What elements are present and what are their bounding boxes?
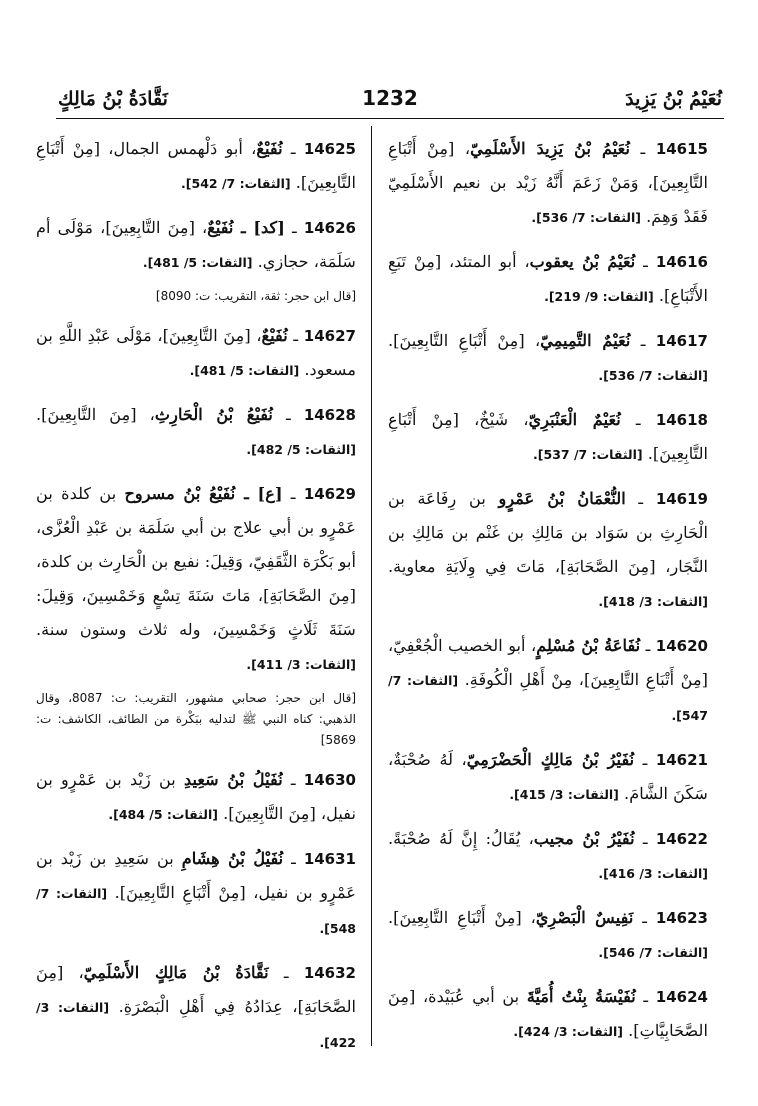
entry-text: بن سَعِيدِ بن زَيْد بن عَمْرٍو بن نفيل، [مِنْ أَتْبَاعِ التَّابِعِينَ].	[36, 849, 356, 902]
entry: 14622 ـ نُفَيْرُ بْنُ مجيب، يُقَالُ: إِنَّ لَهُ صُحْبَةً. [الثقات: 3/ 416].	[388, 829, 708, 881]
entry-name: نُفَيْعٌ	[256, 139, 283, 158]
entry-text: ، [مِنْ أَتْبَاعِ التَّابِعِينَ].	[388, 908, 536, 927]
entry-text: ، أبو دَلْهمس الجمال، [مِنْ أَتْبَاعِ التَّابِعِينَ].	[36, 139, 356, 192]
entry-number: 14627	[303, 327, 356, 345]
entry-number: 14625	[303, 140, 356, 158]
entry-name: نُعَيْمُ بْنُ يَزِيدَ الأَسْلَمِيّ	[470, 139, 630, 158]
entry-name: نَقَّادَةُ بْنُ مَالِكٍ الأَسْلَمِيّ	[83, 963, 269, 982]
entry-source: [الثقات: 3/ 422].	[36, 1000, 356, 1050]
entry-note: [قال ابن حجر: صحابي مشهور، التقريب: ت: 8087، وقال الذهبي: كناه النبي ﷺ لتدليه ببَكْرة من الطائف، الكاشف: ت: 5869]	[36, 691, 357, 747]
entry-source: [الثقات: 5/ 482].	[246, 442, 356, 457]
entry-source: [الثقات: 5/ 481].	[142, 255, 253, 270]
entry: 14623 ـ نَفِيسٌ الْبَصْرِيّ، [مِنْ أَتْبَاعِ التَّابِعِينَ]. [الثقات: 7/ 546].	[388, 908, 708, 960]
entry: 14619 ـ النُّعْمَانُ بْنُ عَمْرٍو بن رِفَاعَة بن الْحَارِثِ بن سَوَاد بن مَالِكِ بن غَنْم بن مَالِكِ بن النَّجَار، [مِنَ الصَّحَابَةِ]، مَاتَ فِي وِلَايَةِ معاوية. [الثقات: 3/ 418].	[388, 489, 708, 609]
column-divider	[371, 126, 372, 1046]
entry-source: [الثقات: 3/ 415].	[509, 787, 619, 802]
entry-name: نُفَيْعٌ	[261, 326, 288, 345]
entry: 14631 ـ نُفَيْلُ بْنُ هِشَامِ بن سَعِيدِ بن زَيْد بن عَمْرٍو بن نفيل، [مِنْ أَتْبَاعِ التَّابِعِينَ]. [الثقات: 7/ 548].	[36, 849, 356, 936]
entry-text: ، [مِنَ الصَّحَابَةِ]، عِدَادُهُ فِي أَهْلِ الْبَصْرَةِ.	[36, 963, 357, 1016]
entry-number: 14629	[303, 485, 356, 503]
entry-source: [الثقات: 7/ 536].	[598, 368, 708, 383]
entry-name: نُفَيْسَةُ بِنْتُ أُمَيَّةَ	[526, 987, 636, 1006]
entry-text: ، [مِنَ التَّابِعِينَ]، مَوْلَى عَبْدِ اللَّهِ بن مسعود.	[36, 326, 356, 379]
entry-source: [الثقات: 5/ 484].	[108, 807, 218, 822]
entry-text: ، أبو المتئد، [مِنْ تَبَعِ الأَتْبَاعِ].	[388, 252, 708, 305]
running-title-left: نَقَّادَةُ بْنُ مَالِكٍ	[58, 88, 168, 110]
entry: 14617 ـ نُعَيْمٌ التَّمِيمِيّ، [مِنْ أَتْبَاعِ التَّابِعِينَ]. [الثقات: 7/ 536].	[388, 331, 708, 383]
page-header	[56, 86, 724, 118]
entry-text: ، [مِنْ أَتْبَاعِ التَّابِعِينَ]، وَمَنْ زَعَمَ أَنَّهُ زَيْد بن نعيم الأَسْلَمِيّ فَقَدْ وَهِمَ.	[388, 139, 708, 226]
entry-number: 14617	[655, 332, 708, 350]
entry-name: [كد] ـ نُفَيْعٌ	[207, 218, 285, 237]
entry: 14629 ـ [ع] ـ نُفَيْعُ بْنُ مسروح بن كلدة بن عَمْرٍو بن أبي علاج بن أبي سَلَمَة بن عَبْدِ الْعُزَّى، أبو بَكْرَة الثَّقَفِيّ، وَقِيلَ: نفيع بن الْحَارِث بن كلدة، [مِنَ الصَّحَابَةِ]، مَاتَ سَنَةَ تِسْعٍ وَخَمْسِينَ، وَقِيلَ: سَنَةَ ثَلَاثٍ وَخَمْسِينَ، وله ثلاث وستون سنة. [الثقات: 3/ 411].	[36, 484, 356, 672]
entry-name: نُفَيْرُ بْنُ مَالِكٍ الْحَضْرَمِيّ	[466, 750, 635, 769]
entry: 14621 ـ نُفَيْرُ بْنُ مَالِكٍ الْحَضْرَمِيّ، لَهُ صُحْبَةٌ، سَكَنَ الشَّامَ. [الثقات: 3/ 415].	[388, 750, 708, 803]
entry-text: بن رِفَاعَة بن الْحَارِثِ بن سَوَاد بن مَالِكِ بن غَنْم بن مَالِكِ بن النَّجَار، [مِنَ الصَّحَابَةِ]، مَاتَ فِي وِلَايَةِ معاوية.	[388, 489, 708, 576]
entry-number: 14624	[655, 988, 708, 1006]
header-rule	[56, 118, 724, 119]
entry: 14627 ـ نُفَيْعٌ، [مِنَ التَّابِعِينَ]، مَوْلَى عَبْدِ اللَّهِ بن مسعود. [الثقات: 5/ 481].	[36, 326, 356, 379]
entry-source: [الثقات: 7/ 547].	[388, 673, 708, 723]
entry-number: 14621	[655, 751, 708, 769]
entry: 14618 ـ نُعَيْمٌ الْعَنْبَرِيّ، شَيْخٌ، [مِنْ أَتْبَاعِ التَّابِعِينَ]. [الثقات: 7/ 537].	[388, 410, 708, 463]
entry: 14628 ـ نُفَيْعُ بْنُ الْحَارِثِ، [مِنَ التَّابِعِينَ]. [الثقات: 5/ 482].	[36, 405, 356, 457]
entry-text: ، لَهُ صُحْبَةٌ، سَكَنَ الشَّامَ.	[388, 750, 708, 803]
entry-number: 14616	[655, 253, 708, 271]
entry-number: 14628	[303, 406, 356, 424]
entry: 14624 ـ نُفَيْسَةُ بِنْتُ أُمَيَّةَ بن أبي عُبَيْدة، [مِنَ الصَّحَابِيَّاتِ]. [الثقات: 3/ 424].	[388, 987, 708, 1040]
entry-source: [الثقات: 3/ 418].	[598, 594, 708, 609]
entry-name: نُعَيْمُ بْنُ يعقوب	[529, 252, 636, 271]
entry-name: نُفَيْلُ بْنُ هِشَامِ	[181, 849, 284, 868]
entry-source: [الثقات: 3/ 424].	[513, 1024, 623, 1039]
entry-source: [الثقات: 7/ 537].	[533, 447, 643, 462]
entry-source: [الثقات: 7/ 548].	[36, 886, 356, 936]
entry-number: 14622	[655, 830, 708, 848]
running-title-right: نُعَيْمُ بْنُ يَزِيدَ	[625, 88, 722, 110]
entry-source: [الثقات: 7/ 542].	[181, 176, 291, 191]
entry: 14625 ـ نُفَيْعٌ، أبو دَلْهمس الجمال، [مِنْ أَتْبَاعِ التَّابِعِينَ]. [الثقات: 7/ 542].	[36, 139, 356, 192]
entry-name: نَفِيسٌ الْبَصْرِيّ	[535, 908, 634, 927]
entry-name: [ع] ـ نُفَيْعُ بْنُ مسروح	[124, 484, 283, 503]
entry-source: [الثقات: 3/ 416].	[598, 866, 708, 881]
entry: 14620 ـ نُفَاعَةُ بْنُ مُسْلِمٍ، أبو الخصيب الْجُعْفِيّ، [مِنْ أَتْبَاعِ التَّابِعِينَ]، مِنْ أَهْلِ الْكُوفَةِ. [الثقات: 7/ 547].	[388, 636, 708, 723]
entry-number: 14615	[655, 140, 708, 158]
entry-name: نُفَاعَةُ بْنُ مُسْلِمٍ	[536, 636, 641, 655]
entry-source: [الثقات: 9/ 219].	[544, 289, 654, 304]
entry-source: [الثقات: 7/ 536].	[531, 210, 641, 225]
entry-text: بن أبي عُبَيْدة، [مِنَ الصَّحَابِيَّاتِ].	[388, 987, 708, 1040]
entry-number: 14619	[655, 490, 708, 508]
entry-text: ، [مِنَ التَّابِعِينَ].	[36, 405, 155, 424]
entry-number: 14618	[655, 411, 708, 429]
entry-number: 14630	[303, 771, 356, 789]
entry-text: ، شَيْخٌ، [مِنْ أَتْبَاعِ التَّابِعِينَ].	[388, 410, 708, 463]
entry-name: نُفَيْرُ بْنُ مجيب	[533, 829, 635, 848]
entry-name: نُفَيْعُ بْنُ الْحَارِثِ	[154, 405, 273, 424]
entry-number: 14623	[655, 909, 708, 927]
entry: 14616 ـ نُعَيْمُ بْنُ يعقوب، أبو المتئد، [مِنْ تَبَعِ الأَتْبَاعِ]. [الثقات: 9/ 219].	[388, 252, 708, 305]
entry-text: ، [مِنْ أَتْبَاعِ التَّابِعِينَ].	[388, 331, 541, 350]
entry-name: نُعَيْمٌ الْعَنْبَرِيّ	[528, 410, 621, 429]
left-column	[36, 132, 356, 1070]
entry-name: النُّعْمَانُ بْنُ عَمْرٍو	[498, 489, 626, 508]
entry-number: 14620	[655, 637, 708, 655]
entry-number: 14631	[303, 850, 356, 868]
entry-text: بن كلدة بن عَمْرٍو بن أبي علاج بن أبي سَلَمَة بن عَبْدِ الْعُزَّى، أبو بَكْرَة الثَّقَفِيّ، وَقِيلَ: نفيع بن الْحَارِث بن كلدة، [مِنَ الصَّحَابَةِ]، مَاتَ سَنَةَ تِسْعٍ وَخَمْسِينَ، وَقِيلَ: سَنَةَ ثَلَاثٍ وَخَمْسِينَ، وله ثلاث وستون سنة.	[36, 484, 356, 639]
entry: 14630 ـ نُفَيْلُ بْنُ سَعِيدِ بن زَيْد بن عَمْرٍو بن نفيل، [مِنَ التَّابِعِينَ]. [الثقات: 5/ 484].	[36, 770, 356, 823]
entry-number: 14632	[303, 964, 356, 982]
entry-text: ، [مِنَ التَّابِعِينَ]، مَوْلَى أم سَلَمَة، حجازي.	[36, 218, 356, 271]
right-column	[388, 132, 708, 1059]
entry-number: 14626	[303, 219, 356, 237]
entry-source: [الثقات: 5/ 481].	[189, 363, 300, 378]
entry-source: [الثقات: 7/ 546].	[598, 945, 708, 960]
entry: 14626 ـ [كد] ـ نُفَيْعٌ، [مِنَ التَّابِعِينَ]، مَوْلَى أم سَلَمَة، حجازي. [الثقات: 5/ 481].	[36, 218, 356, 271]
entry: 14615 ـ نُعَيْمُ بْنُ يَزِيدَ الأَسْلَمِيّ، [مِنْ أَتْبَاعِ التَّابِعِينَ]، وَمَنْ زَعَمَ أَنَّهُ زَيْد بن نعيم الأَسْلَمِيّ فَقَدْ وَهِمَ. [الثقات: 7/ 536].	[388, 139, 708, 226]
entry-text: ، يُقَالُ: إِنَّ لَهُ صُحْبَةً.	[388, 829, 534, 848]
entry-source: [الثقات: 3/ 411].	[246, 657, 356, 672]
entry: 14632 ـ نَقَّادَةُ بْنُ مَالِكٍ الأَسْلَمِيّ، [مِنَ الصَّحَابَةِ]، عِدَادُهُ فِي أَهْلِ الْبَصْرَةِ. [الثقات: 3/ 422].	[36, 963, 357, 1050]
entry-name: نُفَيْلُ بْنُ سَعِيدِ	[183, 770, 283, 789]
entry-note: [قال ابن حجر: ثقة، التقريب: ت: 8090]	[155, 289, 356, 303]
entry-text: بن زَيْد بن عَمْرٍو بن نفيل، [مِنَ التَّابِعِينَ].	[36, 770, 356, 823]
entry-name: نُعَيْمٌ التَّمِيمِيّ	[540, 331, 631, 350]
page-number: 1232	[362, 86, 418, 110]
entry-text: ، أبو الخصيب الْجُعْفِيّ، [مِنْ أَتْبَاعِ التَّابِعِينَ]، مِنْ أَهْلِ الْكُوفَةِ.	[388, 636, 708, 689]
